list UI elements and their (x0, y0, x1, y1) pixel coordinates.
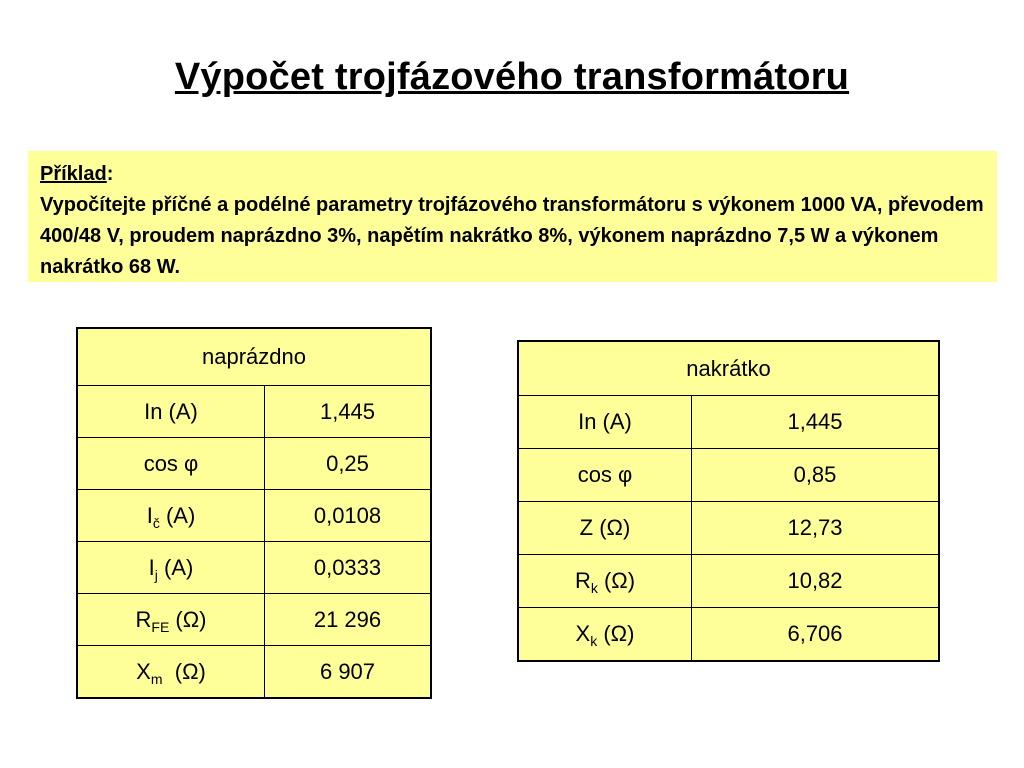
parameter-label: Z (Ω) (579, 515, 631, 540)
parameter-subscript: k (590, 580, 598, 596)
parameter-cell (77, 542, 265, 594)
parameter-label: In (A) (578, 409, 632, 434)
example-colon: : (106, 163, 114, 185)
parameter-cell (518, 396, 692, 449)
table-row (518, 449, 939, 502)
parameter-symbol: X (136, 658, 151, 684)
no-load-table (76, 327, 432, 699)
table-row (518, 608, 939, 662)
value-cell: 0,85 (692, 449, 940, 502)
parameter-cell (77, 646, 265, 699)
table-row (77, 542, 431, 594)
parameter-label: cos φ (577, 462, 633, 487)
example-box (28, 151, 997, 282)
parameter-unit: (Ω) (597, 621, 635, 646)
value-cell: 1,445 (692, 396, 940, 449)
parameter-unit: (Ω) (162, 658, 206, 684)
parameter-subscript: m (150, 670, 163, 687)
parameter-cell (518, 608, 692, 662)
parameter-cell (518, 502, 692, 555)
table-row (77, 490, 431, 542)
parameter-symbol: R (135, 606, 152, 632)
value-cell: 21 296 (265, 594, 432, 646)
value-cell: 1,445 (265, 386, 432, 438)
table-row (518, 555, 939, 608)
parameter-cell (77, 438, 265, 490)
value-cell: 12,73 (692, 502, 940, 555)
parameter-cell (77, 490, 265, 542)
parameter-cell (77, 386, 265, 438)
value-cell: 10,82 (692, 555, 940, 608)
parameter-unit: (A) (157, 554, 194, 580)
table-row (518, 396, 939, 449)
parameter-label: In (A) (144, 398, 198, 424)
table-row (518, 502, 939, 555)
value-cell: 0,0108 (265, 490, 432, 542)
parameter-symbol: X (575, 621, 591, 646)
no-load-header: naprázdno (77, 328, 431, 386)
parameter-cell (518, 449, 692, 502)
short-circuit-table (517, 340, 940, 662)
example-text: Vypočítejte příčné a podélné parametry trojfázového transformátoru s výkonem 1000 VA, převodem 400/48 V, proudem naprázdno 3%, napětím nakrátko 8%, výkonem naprázdno 7,5 W a výkonem nakrátko 68 W. (40, 194, 984, 278)
parameter-subscript: FE (151, 618, 170, 635)
short-circuit-header: nakrátko (518, 341, 939, 396)
parameter-symbol: R (574, 568, 591, 593)
table-row (77, 438, 431, 490)
parameter-unit: (Ω) (597, 568, 636, 593)
parameter-symbol: I (148, 554, 155, 580)
value-cell: 6 907 (265, 646, 432, 699)
parameter-subscript: k (590, 633, 598, 649)
table-row (77, 386, 431, 438)
parameter-symbol: I (146, 502, 153, 528)
parameter-unit: (A) (159, 502, 196, 528)
table-row (77, 646, 431, 699)
parameter-cell (518, 555, 692, 608)
parameter-cell (77, 594, 265, 646)
table-row (77, 594, 431, 646)
parameter-label: cos φ (143, 450, 199, 476)
page-title: Výpočet trojfázového transformátoru (174, 56, 850, 98)
value-cell: 0,25 (265, 438, 432, 490)
value-cell: 0,0333 (265, 542, 432, 594)
value-cell: 6,706 (692, 608, 940, 662)
example-label: Příklad (40, 163, 107, 185)
parameter-subscript: č (152, 514, 160, 531)
parameter-unit: (Ω) (169, 606, 207, 632)
parameter-subscript: j (154, 566, 158, 583)
